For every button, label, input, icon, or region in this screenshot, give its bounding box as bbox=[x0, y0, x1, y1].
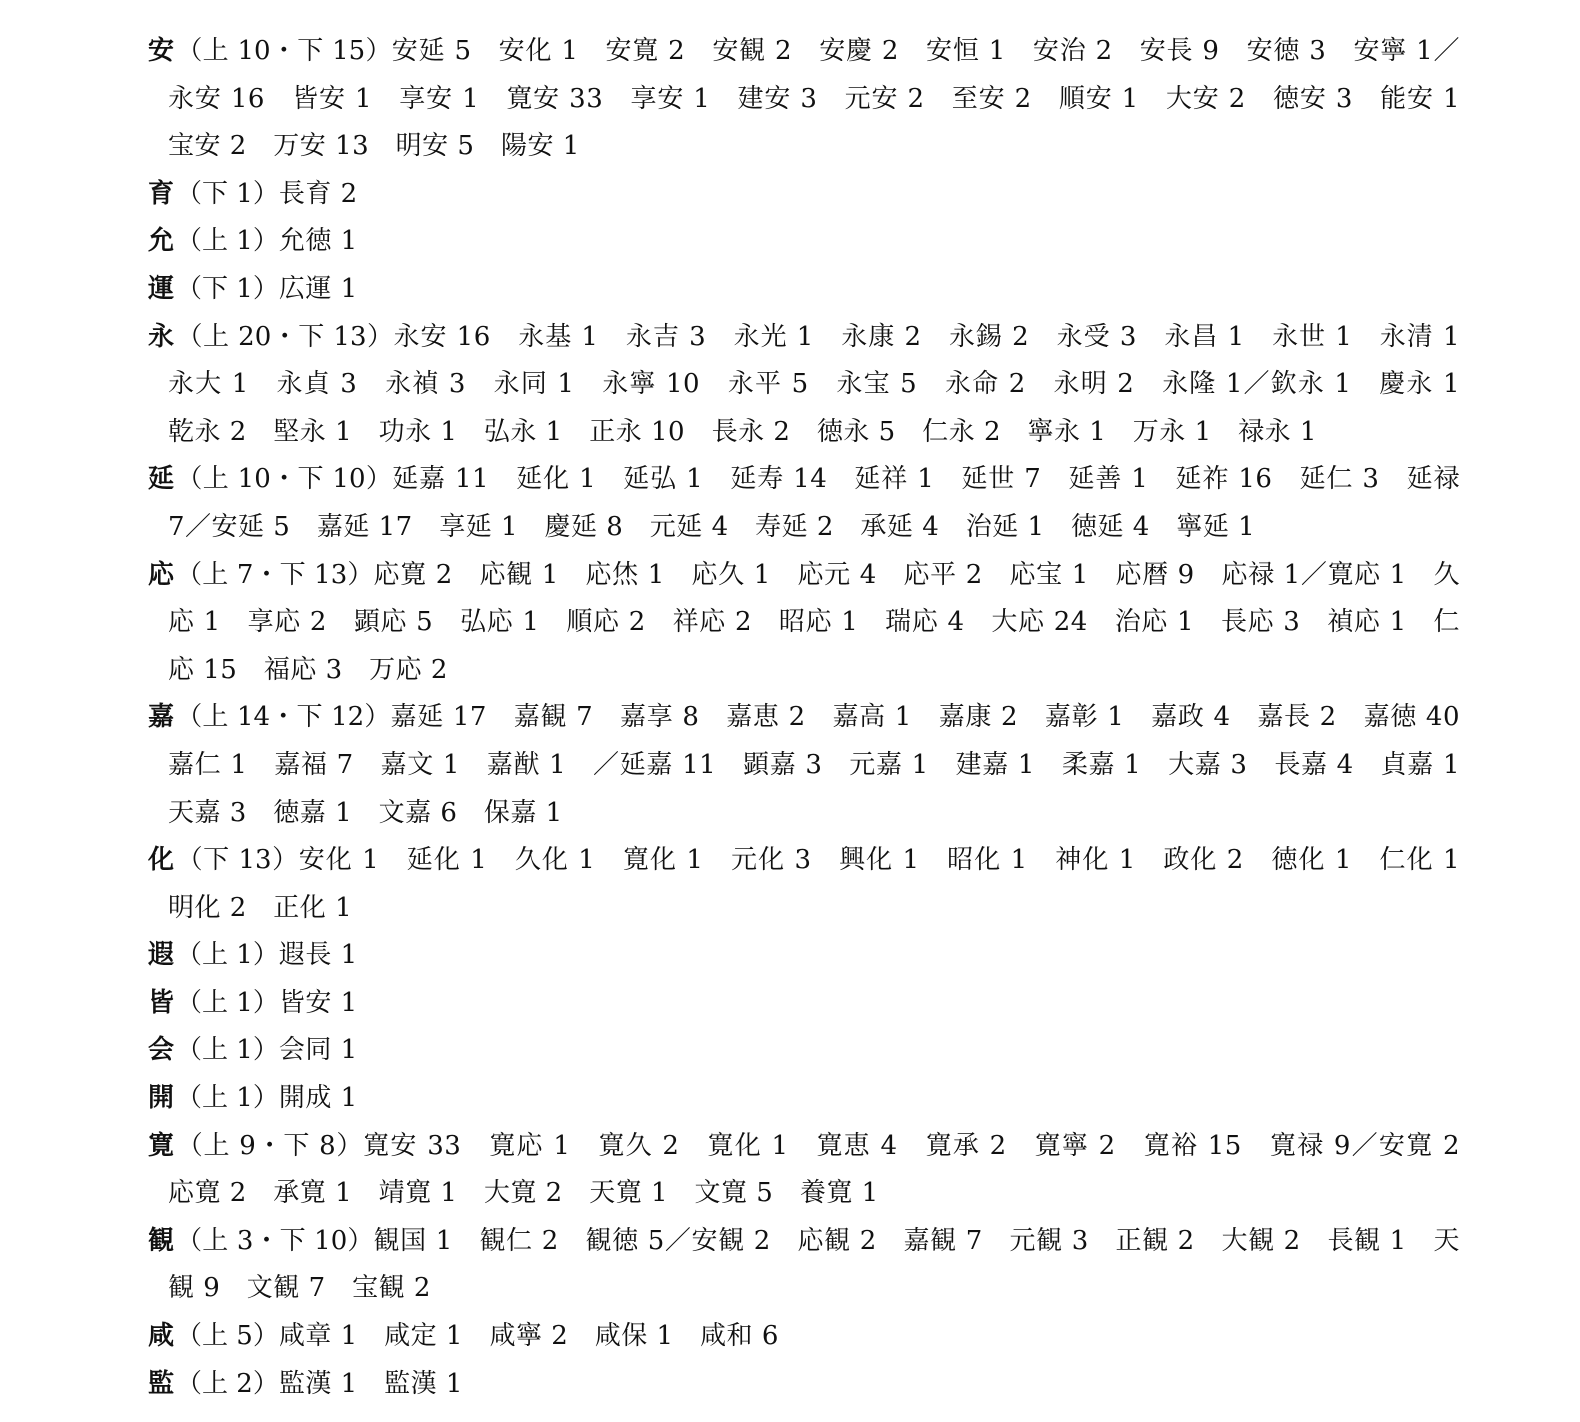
entry-counts: （上 14・下 12） bbox=[176, 702, 391, 733]
entry-head-character: 允 bbox=[148, 226, 175, 257]
entry-compounds: 皆安 1 bbox=[278, 987, 358, 1018]
entry-compounds: 観国 1 観仁 2 観徳 5／安観 2 応観 2 嘉観 7 元観 3 正観 2 大観 2 長観 1 天観 9 文観 7 宝観 2 bbox=[168, 1225, 1460, 1304]
entry-compounds: 寛安 33 寛応 1 寛久 2 寛化 1 寛恵 4 寛承 2 寛寧 2 寛裕 15 寛禄 9／安寛 2 応寛 2 承寛 1 靖寛 1 大寛 2 天寛 1 文寛 5 養寛 1 bbox=[168, 1130, 1487, 1209]
entry-counts: （上 1） bbox=[176, 987, 279, 1018]
entry-compounds: 永安 16 永基 1 永吉 3 永光 1 永康 2 永錫 2 永受 3 永昌 1 永世 1 永清 1 永大 1 永貞 3 永禎 3 永同 1 永寧 10 永平 5 永宝 5 永命 2 永明 2 永隆 1／欽永 1 慶永 1 乾永 2 堅永 1 功永 1 弘永 1 正永 10 長永 2 徳永 5 仁永 2 寧永 1 万永 1 禄永 1 bbox=[168, 321, 1487, 447]
index-entry bbox=[148, 1075, 1460, 1123]
entry-head-character: 会 bbox=[148, 1035, 175, 1066]
entry-compounds: 安延 5 安化 1 安寛 2 安観 2 安慶 2 安恒 1 安治 2 安長 9 安徳 3 安寧 1／永安 16 皆安 1 享安 1 寛安 33 享安 1 建安 3 元安 2 至安 2 順安 1 大安 2 徳安 3 能安 1 宝安 2 万安 13 明安 5 陽安 1 bbox=[168, 36, 1487, 162]
entry-compounds: 開成 1 bbox=[278, 1083, 358, 1114]
entry-head-character: 嘉 bbox=[148, 702, 175, 733]
entry-counts: （上 5） bbox=[176, 1321, 279, 1352]
index-entry bbox=[148, 1123, 1487, 1218]
index-entry bbox=[148, 218, 1460, 266]
index-entry bbox=[148, 837, 1487, 932]
entry-compounds: 応寛 2 応観 1 応烋 1 応久 1 応元 4 応平 2 応宝 1 応暦 9 応禄 1／寛応 1 久応 1 享応 2 顕応 5 弘応 1 順応 2 祥応 2 昭応 1 瑞応 4 大応 24 治応 1 長応 3 禎応 1 仁応 15 福応 3 万応 2 bbox=[168, 559, 1460, 685]
entry-head-character: 運 bbox=[148, 273, 175, 304]
index-entry bbox=[148, 552, 1460, 695]
entry-counts: （上 10・下 10） bbox=[176, 464, 393, 495]
entry-counts: （上 3・下 10） bbox=[176, 1225, 374, 1256]
entry-counts: （上 9・下 8） bbox=[176, 1130, 364, 1161]
entry-head-character: 監 bbox=[148, 1368, 175, 1399]
entry-head-character: 皆 bbox=[148, 987, 175, 1018]
index-entry bbox=[148, 1218, 1460, 1313]
entry-head-character: 永 bbox=[148, 321, 175, 352]
index-entry bbox=[148, 314, 1487, 457]
entry-compounds: 延嘉 11 延化 1 延弘 1 延寿 14 延祥 1 延世 7 延善 1 延祚 16 延仁 3 延禄 7／安延 5 嘉延 17 享延 1 慶延 8 元延 4 寿延 2 承延 4 治延 1 徳延 4 寧延 1 bbox=[168, 464, 1461, 542]
entry-compounds: 長育 2 bbox=[278, 178, 358, 209]
entry-head-character: 観 bbox=[148, 1225, 175, 1256]
index-document bbox=[148, 28, 1487, 1408]
entry-counts: （下 1） bbox=[176, 178, 279, 209]
entry-compounds: 嘉延 17 嘉観 7 嘉享 8 嘉恵 2 嘉高 1 嘉康 2 嘉彰 1 嘉政 4 嘉長 2 嘉徳 40 嘉仁 1 嘉福 7 嘉文 1 嘉猷 1 ／延嘉 11 顕嘉 3 元嘉 1 建嘉 1 柔嘉 1 大嘉 3 長嘉 4 貞嘉 1 天嘉 3 徳嘉 1 文嘉 6 保嘉 1 bbox=[168, 702, 1487, 828]
index-entry bbox=[148, 171, 1460, 219]
entry-compounds: 咸章 1 咸定 1 咸寧 2 咸保 1 咸和 6 bbox=[278, 1321, 779, 1352]
entry-head-character: 安 bbox=[148, 36, 175, 66]
entry-head-character: 遐 bbox=[148, 940, 175, 971]
entry-head-character: 育 bbox=[148, 178, 175, 209]
entry-compounds: 広運 1 bbox=[278, 273, 358, 304]
entry-counts: （上 20・下 13） bbox=[176, 321, 394, 352]
entry-compounds: 允徳 1 bbox=[278, 226, 358, 257]
entry-compounds: 安化 1 延化 1 久化 1 寛化 1 元化 3 興化 1 昭化 1 神化 1 政化 2 徳化 1 仁化 1 明化 2 正化 1 bbox=[168, 845, 1487, 923]
entry-compounds: 会同 1 bbox=[278, 1035, 358, 1066]
index-entry bbox=[148, 266, 1460, 314]
entry-counts: （下 1） bbox=[176, 273, 279, 304]
entry-counts: （上 7・下 13） bbox=[176, 559, 374, 590]
index-entry bbox=[148, 980, 1460, 1028]
entry-head-character: 応 bbox=[148, 559, 175, 590]
entry-head-character: 咸 bbox=[148, 1321, 175, 1352]
entry-compounds: 監漢 1 監漢 1 bbox=[278, 1368, 463, 1399]
entry-head-character: 開 bbox=[148, 1083, 175, 1114]
entry-counts: （下 13） bbox=[176, 845, 299, 876]
index-entry bbox=[148, 932, 1460, 980]
entry-counts: （上 1） bbox=[176, 940, 279, 971]
entry-head-character: 寛 bbox=[148, 1130, 175, 1161]
index-entry bbox=[148, 694, 1487, 837]
index-entry bbox=[148, 1313, 1460, 1361]
entry-counts: （上 1） bbox=[176, 226, 279, 257]
entry-compounds: 遐長 1 bbox=[278, 940, 358, 971]
entry-counts: （上 1） bbox=[176, 1083, 279, 1114]
index-entry bbox=[148, 28, 1487, 171]
entry-counts: （上 2） bbox=[176, 1368, 279, 1399]
entry-head-character: 延 bbox=[148, 464, 175, 495]
entry-head-character: 化 bbox=[148, 845, 175, 876]
index-entry bbox=[148, 1361, 1460, 1409]
index-entry bbox=[148, 1027, 1460, 1075]
entry-counts: （上 10・下 15） bbox=[176, 36, 392, 66]
index-entry bbox=[148, 456, 1460, 551]
entry-counts: （上 1） bbox=[176, 1035, 279, 1066]
